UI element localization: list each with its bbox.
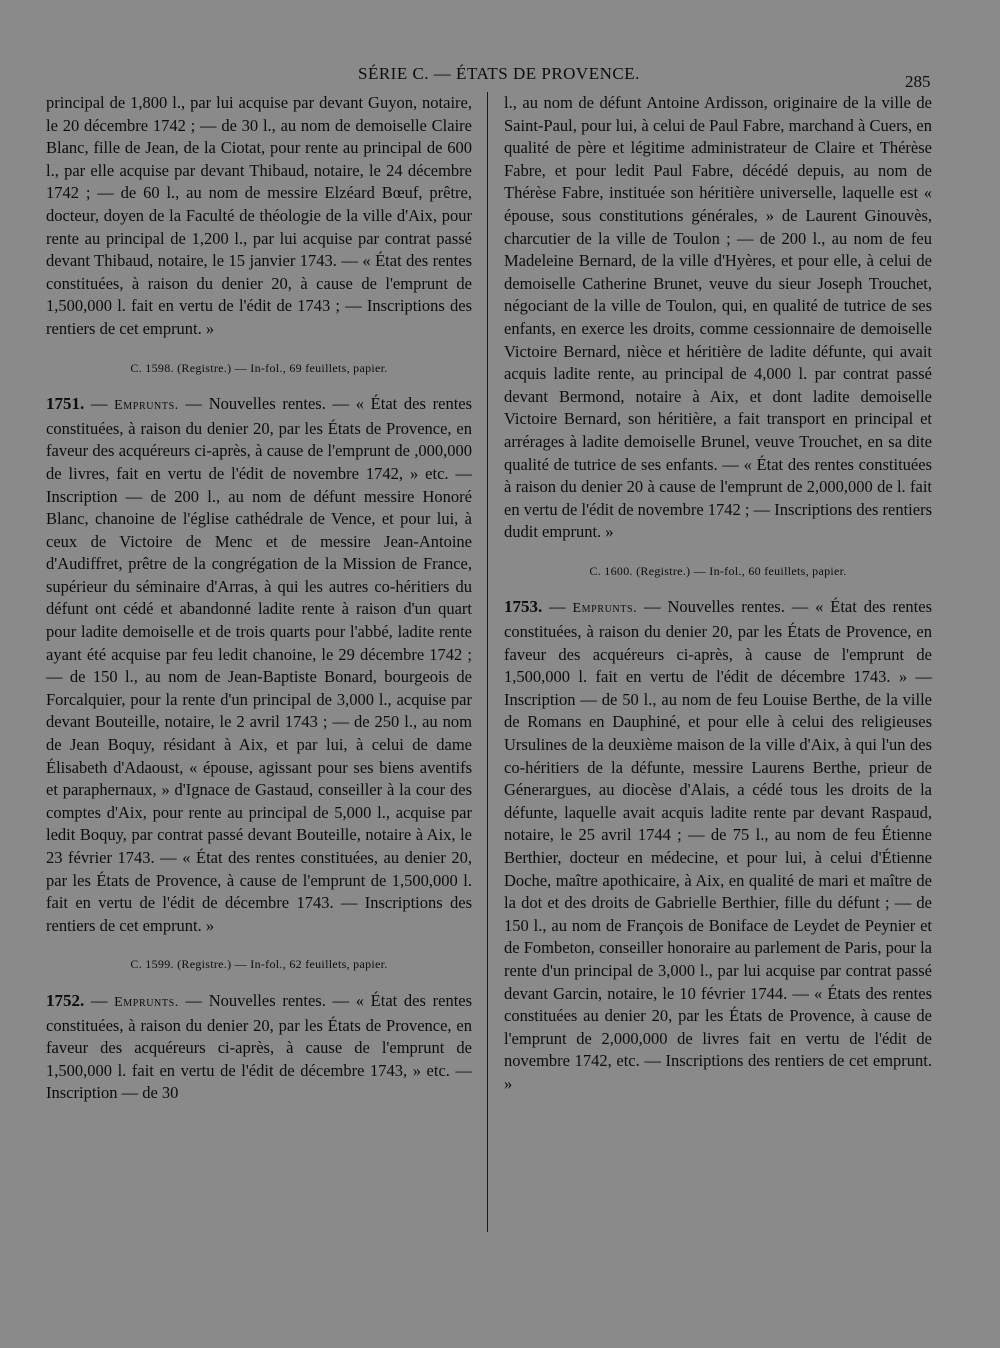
archive-reference-c1599: C. 1599. (Registre.) — In-fol., 62 feuillets, papier. [130, 957, 388, 972]
page-header [0, 64, 1000, 94]
right-continuation-paragraph: l., au nom de défunt Antoine Ardisson, originaire de la ville de Saint-Paul, pour lui, à celui de Paul Fabre, marchand à Cuers, en qualité de père et légitime administrateur de Claire et Thérèse Fabre, et pour ledit Paul Fabre, décédé depuis, au nom de Thérèse Fabre, instituée son héritière universelle, laquelle est « épouse, sous constitutions générales, » de Laurent Ginouvès, charcutier de la ville de Toulon ; — de 200 l., au nom de feu Madeleine Bernard, de la ville d'Hyères, et pour elle, à celui de demoiselle Catherine Brunet, veuve du sieur Joseph Trouchet, négociant de la ville de Toulon, qui, en qualité de tutrice de ses enfants, en exerce les droits, comme cessionnaire de demoiselle Victoire Bernard, nièce et héritière de ladite défunte, qui avait acquis ladite rente, au principal de 4,000 l. par contrat passé devant Bermond, notaire à Aix, et dont ladite demoiselle Victoire Bernard, son héritière, a fait transport en principal et arrérages à ladite demoiselle Brunel, veuve Trouchet, en sa dite qualité de tutrice de ses enfants. — « État des rentes constituées à raison du denier 20 à cause de l'emprunt de 2,000,000 de l. fait en vertu de l'édit de novembre 1742 ; — Inscriptions des rentiers dudit emprunt. » [504, 93, 932, 542]
entry-1753: 1753. — Emprunts. — Nouvelles rentes. — « État des rentes constituées, à raison du denier 20, par les États de Provence, en faveur des acquéreurs ci-après, à cause de l'emprunt de 1,500,000 l. fait en vertu de l'édit de décembre 1743. » — Inscription — de 50 l., au nom de feu Louise Berthe, de la ville de Romans en Dauphiné, et pour elle à celui des religieuses Ursulines de la deuxième maison de la ville d'Aix, à qui l'un des co-héritiers de la défunte, messire Laurens Berthe, prieur de Génerargues, au diocèse d'Alais, a cédé tous les droits de la défunte, laquelle avait acquis ladite rente par devant Raspaud, notaire, le 25 avril 1744 ; — de 75 l., au nom de feu Étienne Berthier, docteur en médecine, et pour lui, à celui d'Étienne Doche, maître apothicaire, à Aix, en qualité de mari et maître de la dot et des droits de Gabrielle Berthier, fille du défunt ; — de 150 l., au nom de François de Boniface de Leydet de Peynier et de Fombeton, conseiller honoraire au parlement de Paris, pour la rente d'un principal de 3,000 l., par lui acquise par contrat passé devant Garcin, notaire, le 10 février 1744. — « États des rentes constituées au denier 20, par les États de Provence, à cause de l'emprunt de 2,000,000 de livres fait en vertu de l'édit de novembre 1742, etc. — Inscriptions des rentiers de cet emprunt. » [504, 597, 932, 1093]
entry-text: — Nouvelles rentes. — « État des rentes constituées, à raison du denier 20, par les États de Provence, en faveur des acquéreurs ci-après, à cause de l'emprunt de ,000,000 de livres, fait en vertu de l'édit de novembre 1742, » etc. — Inscription — de 200 l., au nom de défunt messire Honoré Blanc, chanoine de l'église cathédrale de Vence, et pour lui, à ceux de Victoire de Menc et de messire Jean-Antoine d'Audiffret, prêtre de la congrégation de la Mission de France, supérieur du séminaire d'Arras, à qui les autres co-héritiers du défunt ont cédé et abandonné ladite rente à raison d'un quart pour ladite demoiselle et de trois quarts pour l'abbé, ladite rente ayant été acquise par feu ledit chanoine, le 29 décembre 1742 ; — de 150 l., au nom de Jean-Baptiste Bonard, bourgeois de Forcalquier, pour la rente d'un principal de 3,000 l., acquise par devant Bouteille, notaire, le 2 avril 1743 ; — de 250 l., au nom de Jean Boquy, résidant à Aix, et par lui, à celui de dame Élisabeth d'Adaoust, « épouse, agissant pour ses biens aventifs et paraphernaux, » d'Ignace de Gastaud, conseiller à la cour des comptes d'Aix, pour rente au principal de 5,000 l., acquise par ledit Boquy, par contrat passé devant Bouteille, notaire à Aix, le 23 février 1743. — « État des rentes constituées, au denier 20, par les États de Provence, à cause de l'emprunt de 1,500,000 l. fait en vertu de l'édit de décembre 1743. — Inscriptions des rentiers de cet emprunt. » [46, 394, 473, 935]
left-column [46, 92, 472, 1105]
page-number: 285 [905, 72, 931, 91]
left-continuation-paragraph: principal de 1,800 l., par lui acquise par devant Guyon, notaire, le 20 décembre 1742 ; — de 30 l., au nom de demoiselle Claire Blanc, fille de Jean, de la Ciotat, pour rente au principal de 600 l., par elle acquise par devant Thibaud, notaire, le 24 décembre 1742 ; — de 60 l., au nom de messire Elzéard Bœuf, prêtre, docteur, doyen de la Faculté de théologie de la ville d'Aix, pour rente au principal de 1,200 l., par lui acquise par contrat passé devant Thibaud, notaire, le 15 janvier 1743. — « État des rentes constituées, à raison du denier 20, à cause de l'emprunt de 1,500,000 l. fait en vertu de l'édit de 1743 ; — Inscriptions des rentiers de cet emprunt. » [46, 93, 472, 338]
archive-reference-c1600: C. 1600. (Registre.) — In-fol., 60 feuillets, papier. [589, 563, 847, 578]
entry-number: 1752. [46, 990, 85, 1010]
column-divider [487, 92, 488, 1232]
right-column [504, 92, 932, 1096]
running-title: SÉRIE C. — ÉTATS DE PROVENCE. [358, 64, 640, 83]
entry-number: 1753. [504, 597, 543, 617]
archive-reference-c1598: C. 1598. (Registre.) — In-fol., 69 feuillets, papier. [130, 360, 388, 375]
entry-heading: Emprunts. [114, 994, 179, 1010]
entry-text: — Nouvelles rentes. — « État des rentes constituées, à raison du denier 20, par les États de Provence, en faveur des acquéreurs ci-après, à cause de l'emprunt de 1,500,000 l. fait en vertu de l'édit de décembre 1743, » etc. — Inscription — de 30 [46, 990, 473, 1103]
entry-heading: Emprunts. [572, 601, 638, 617]
entry-text: — Nouvelles rentes. — « État des rentes constituées, à raison du denier 20, par les États de Provence, en faveur des acquéreurs ci-après, à cause de l'emprunt de 1,500,000 l. fait en vertu de l'édit de décembre 1743. » — Inscription — de 50 l., au nom de feu Louise Berthe, de la ville de Romans en Dauphiné, et pour elle à celui des religieuses Ursulines de la deuxième maison de la ville d'Aix, à qui l'un des co-héritiers de la défunte, messire Laurens Berthe, prieur de Génerargues, au diocèse d'Alais, a cédé tous les droits de la défunte, laquelle avait acquis ladite rente par devant Raspaud, notaire, le 25 avril 1744 ; — de 75 l., au nom de feu Étienne Berthier, docteur en médecine, et pour lui, à celui d'Étienne Doche, maître apothicaire, à Aix, en qualité de mari et maître de la dot et des droits de Gabrielle Berthier, fille du défunt ; — de 150 l., au nom de François de Boniface de Leydet de Peynier et de Fombeton, conseiller honoraire au parlement de Paris, pour la rente d'un principal de 3,000 l., par lui acquise par contrat passé devant Garcin, notaire, le 10 février 1744. — « États des rentes constituées au denier 20, par les États de Provence, à cause de l'emprunt de 2,000,000 de livres fait en vertu de l'édit de novembre 1742, etc. — Inscriptions des rentiers de cet emprunt. » [504, 597, 932, 1093]
entry-heading: Emprunts. [114, 398, 179, 414]
entry-1752: 1752. — Emprunts. — Nouvelles rentes. — « État des rentes constituées, à raison du denier 20, par les États de Provence, en faveur des acquéreurs ci-après, à cause de l'emprunt de 1,500,000 l. fait en vertu de l'édit de décembre 1743, » etc. — Inscription — de 30 [46, 990, 473, 1103]
entry-1751: 1751. — Emprunts. — Nouvelles rentes. — « État des rentes constituées, à raison du denier 20, par les États de Provence, en faveur des acquéreurs ci-après, à cause de l'emprunt de ,000,000 de livres, fait en vertu de l'édit de novembre 1742, » etc. — Inscription — de 200 l., au nom de défunt messire Honoré Blanc, chanoine de l'église cathédrale de Vence, et pour lui, à ceux de Victoire de Menc et de messire Jean-Antoine d'Audiffret, prêtre de la congrégation de la Mission de France, supérieur du séminaire d'Arras, à qui les autres co-héritiers du défunt ont cédé et abandonné ladite rente à raison d'un quart pour ladite demoiselle et de trois quarts pour l'abbé, ladite rente ayant été acquise par feu ledit chanoine, le 29 décembre 1742 ; — de 150 l., au nom de Jean-Baptiste Bonard, bourgeois de Forcalquier, pour la rente d'un principal de 3,000 l., acquise par devant Bouteille, notaire, le 2 avril 1743 ; — de 250 l., au nom de Jean Boquy, résidant à Aix, et par lui, à celui de dame Élisabeth d'Adaoust, « épouse, agissant pour ses biens aventifs et paraphernaux, » d'Ignace de Gastaud, conseiller à la cour des comptes d'Aix, pour rente au principal de 5,000 l., acquise par ledit Boquy, par contrat passé devant Bouteille, notaire à Aix, le 23 février 1743. — « État des rentes constituées, au denier 20, par les États de Provence, à cause de l'emprunt de 1,500,000 l. fait en vertu de l'édit de décembre 1743. — Inscriptions des rentiers de cet emprunt. » [46, 394, 473, 935]
entry-number: 1751. [46, 394, 85, 414]
